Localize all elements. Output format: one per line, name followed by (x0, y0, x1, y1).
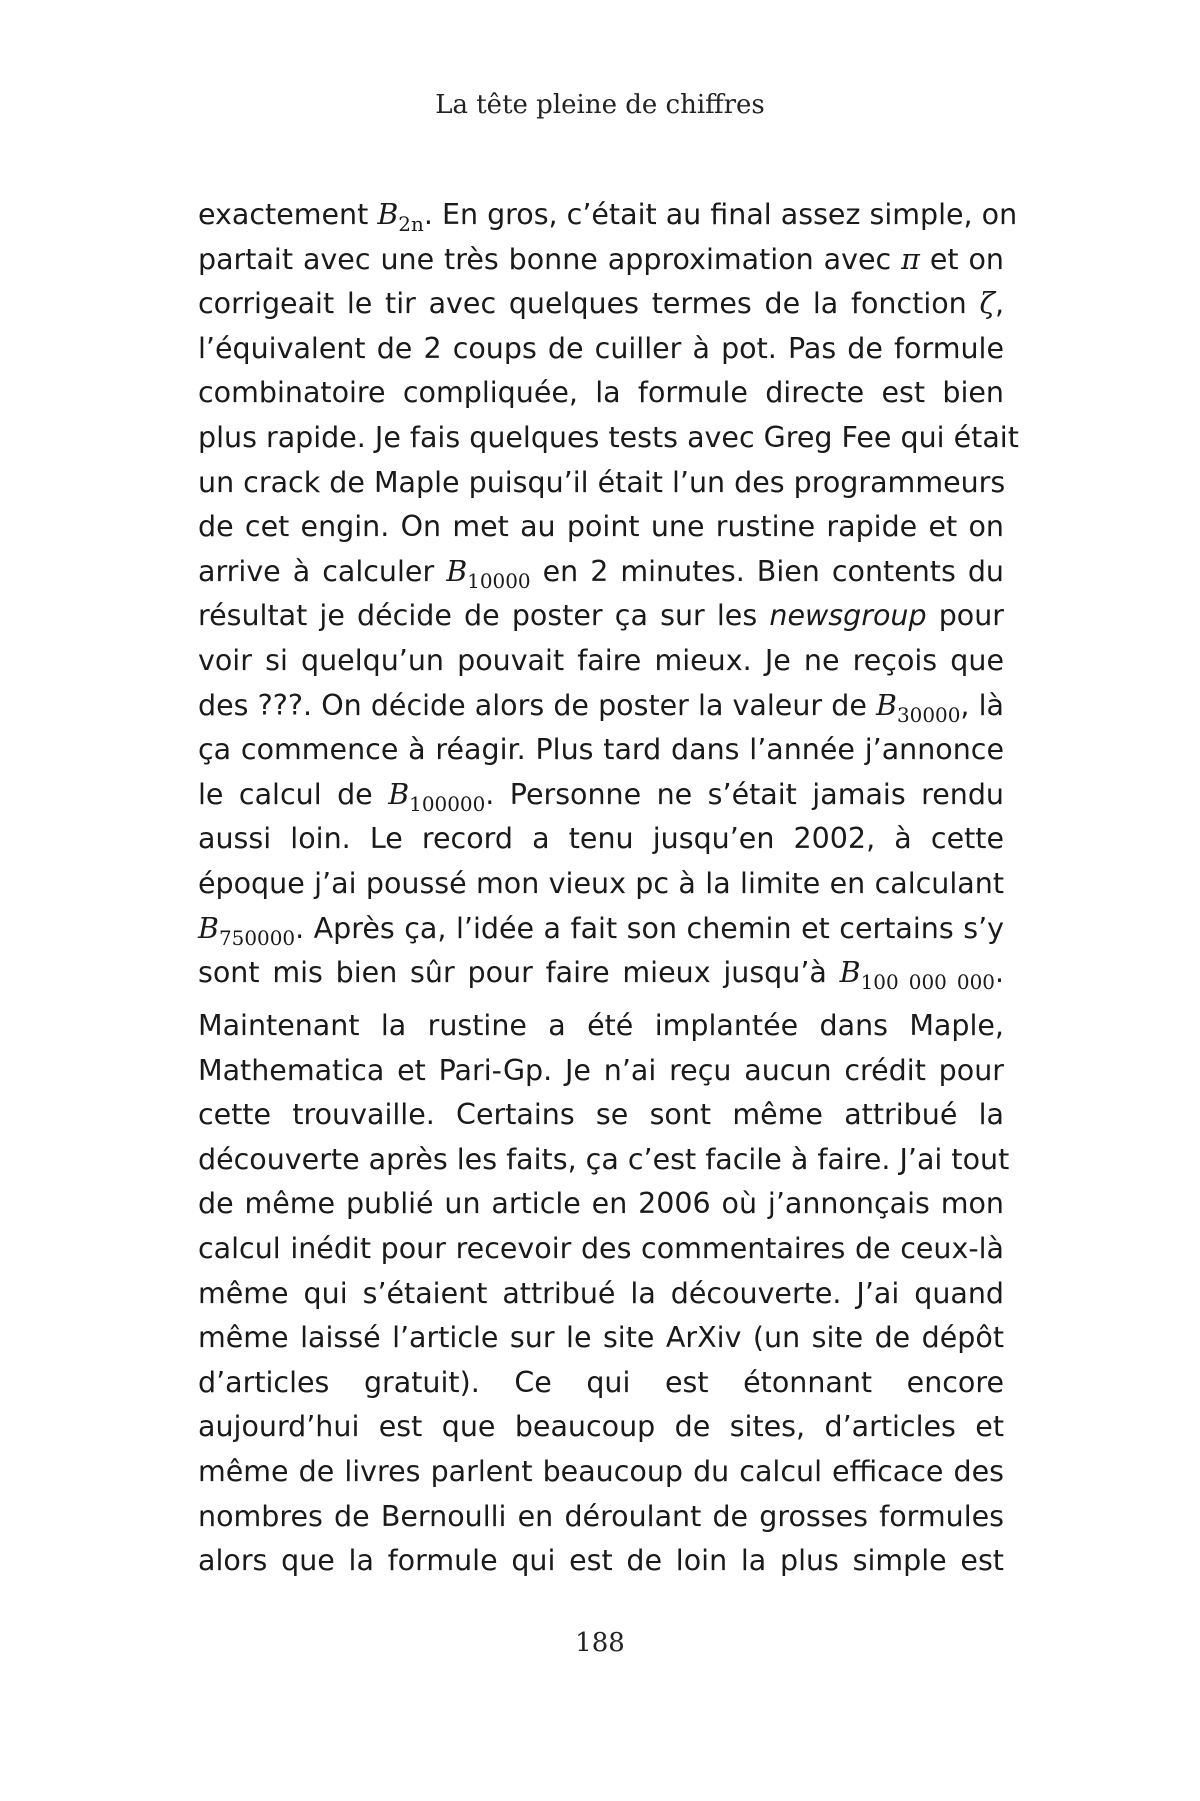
text-line: aussi loin. Le record a tenu jusqu’en 2002, à cette (198, 822, 1004, 856)
text-line: exactement $B_{2n}$. En gros, c’était au final assez simple, on (198, 198, 1018, 236)
text-line: le calcul de $B_{100000}$. Personne ne s’était jamais rendu (198, 777, 1004, 816)
math-symbol: $B_{100000}$ (388, 777, 486, 816)
text-line: de même publié un article en 2006 où j’annonçais mon (198, 1187, 1004, 1221)
math-symbol: $B_{2n}$ (377, 198, 424, 236)
text-line: nombres de Bernoulli en déroulant de grosses formules (198, 1499, 1004, 1533)
page-number: 188 (575, 1628, 625, 1658)
text-line: résultat je décide de poster ça sur les newsgroup pour (198, 599, 1005, 633)
text-line: un crack de Maple puisqu’il était l’un des programmeurs (198, 465, 1006, 499)
text-line: Maintenant la rustine a été implantée dans Maple, (198, 1009, 1004, 1043)
text-line: aujourd’hui est que beaucoup de sites, d’articles et (198, 1410, 1004, 1444)
body-text (198, 193, 1019, 1584)
text-line: d’articles gratuit). Ce qui est étonnant encore (198, 1365, 1004, 1399)
text-line: l’équivalent de 2 coups de cuiller à pot. Pas de formule (198, 331, 1004, 365)
text-line: ça commence à réagir. Plus tard dans l’année j’annonce (198, 733, 1004, 767)
math-symbol: ζ (979, 287, 995, 321)
text-line: $B_{750000}$. Après ça, l’idée a fait son chemin et certains s’y (198, 911, 1004, 950)
text-line: époque j’ai poussé mon vieux pc à la limite en calculant (198, 866, 1004, 900)
text-line: cette trouvaille. Certains se sont même attribué la (198, 1098, 1004, 1132)
math-symbol: $B_{10000}$ (446, 554, 531, 593)
math-symbol: $B_{30000}$ (876, 688, 961, 727)
text-line: partait avec une très bonne approximation avec π et on (198, 242, 1004, 276)
math-symbol: π (901, 242, 920, 276)
text-line: même laissé l’article sur le site ArXiv (un site de dépôt (198, 1321, 1004, 1355)
text-line: arrive à calculer $B_{10000}$ en 2 minutes. Bien contents du (198, 554, 1004, 593)
text-line: Mathematica et Pari-Gp. Je n’ai reçu aucun crédit pour (198, 1053, 1004, 1087)
math-symbol: $B_{100 000 000}$ (839, 956, 995, 995)
text-line: plus rapide. Je fais quelques tests avec Greg Fee qui était (198, 420, 1019, 454)
text-line: combinatoire compliquée, la formule directe est bien (198, 376, 1004, 410)
text-line: alors que la formule qui est de loin la plus simple est (198, 1544, 1004, 1578)
text-line: même de livres parlent beaucoup du calcul efficace des (198, 1455, 1004, 1489)
running-header: La tête pleine de chiffres (435, 90, 765, 120)
text-line: calcul inédit pour recevoir des commentaires de ceux-là (198, 1232, 1004, 1266)
emphasized-term: newsgroup (769, 599, 927, 633)
text-line: voir si quelqu’un pouvait faire mieux. Je ne reçois que (198, 643, 1004, 677)
text-line: sont mis bien sûr pour faire mieux jusqu’à $B_{100 000 000}$. (198, 956, 1005, 995)
text-line: même qui s’étaient attribué la découverte. J’ai quand (198, 1276, 1004, 1310)
text-line: découverte après les faits, ça c’est facile à faire. J’ai tout (198, 1142, 1010, 1176)
text-line: de cet engin. On met au point une rustine rapide et on (198, 510, 1004, 544)
text-line: des ???. On décide alors de poster la valeur de $B_{30000}$, là (198, 688, 1004, 727)
math-symbol: $B_{750000}$ (198, 911, 296, 950)
text-line: corrigeait le tir avec quelques termes de la fonction ζ, (198, 287, 1004, 321)
